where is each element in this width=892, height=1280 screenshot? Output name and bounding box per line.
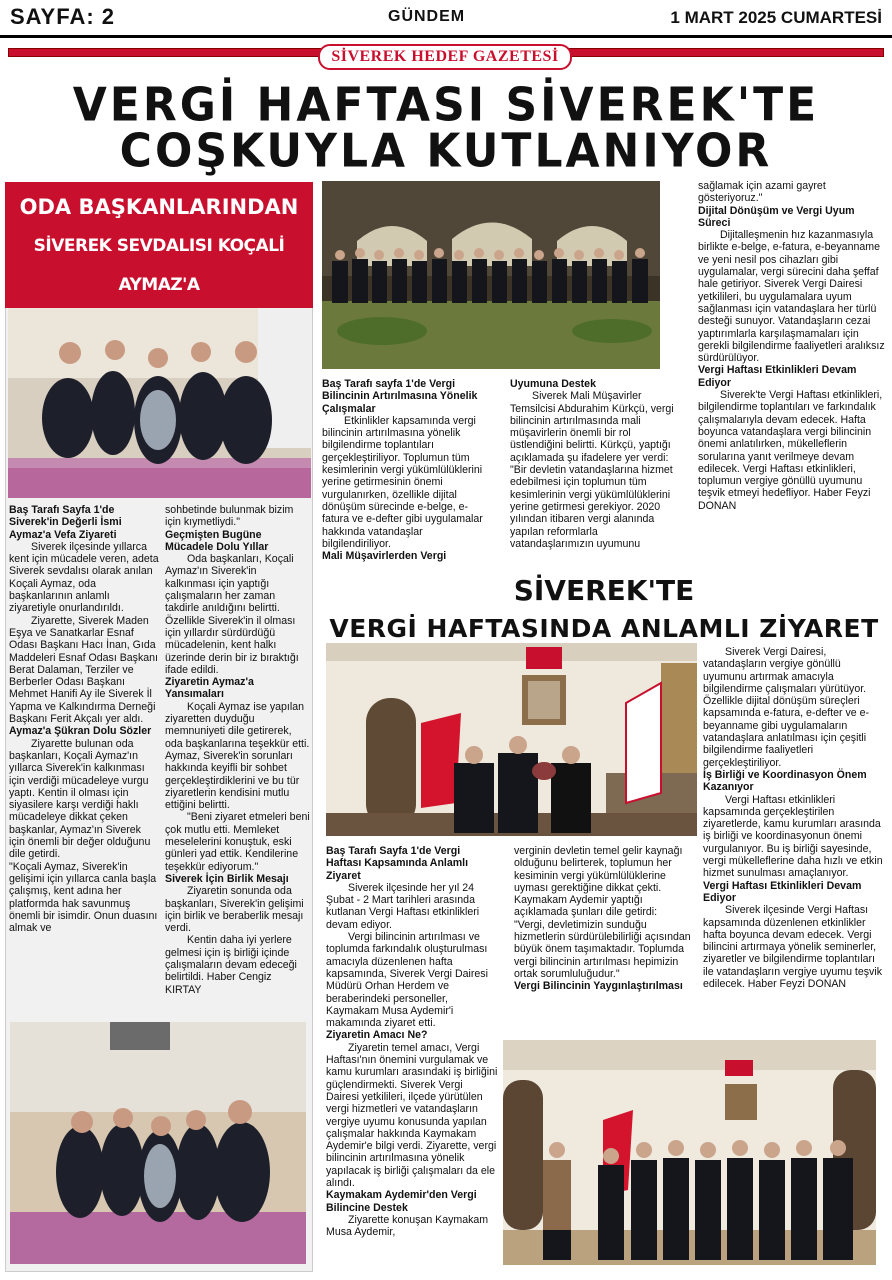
subheading: Geçmişten Bugüne Mücadele Dolu Yıllar (165, 528, 269, 553)
bottom-article-column-1 (326, 845, 498, 1265)
subheading: Mali Müşavirlerden Vergi (322, 550, 447, 563)
photo-group-outdoor (322, 181, 660, 369)
paragraph: sohbetinde bulunmak bizim için kıymetliydi." (165, 504, 294, 529)
subheading: İş Birliği ve Koordinasyon Önem Kazanıyor (703, 768, 867, 794)
paragraph: Vergi bilincinin artırılması ve toplumda farkındalık oluşturulması amacıyla düzenlenen hafta kapsamında, Siverek Vergi Dairesi Müdürü Orhan Herdem ve beraberindeki personeller, Kaymakam Musa Aydemir'i makamında ziyaret etti. (326, 931, 488, 1030)
bottom-article-column-right (703, 646, 886, 1038)
main-headline-line2: COŞKUYLA KUTLANIYOR (119, 124, 773, 179)
paragraph: "Koçali Aymaz, Siverek'in gelişimi için yıllarca canla başla çalışmış, kent adına her platformda hak savunmuş önemli bir isimdir. Onun duasını almak ve (9, 860, 158, 935)
subheading: Dijital Dönüşüm ve Vergi Uyum Süreci (698, 204, 855, 229)
paragraph: "Bir devletin vatandaşlarına hizmet edebilmesi için toplumun tüm kesimlerinin vergi yükümlülüklerini yerine getirmesi gerekiyor. 2020 yılından itibaren vergi alanında yapılan reformlarla vatandaşlarımızın uyumunu (510, 464, 673, 550)
sidebar-title-line: SİVEREK SEVDALISI KOÇALİ AYMAZ'A (33, 236, 285, 295)
paragraph: Ziyaretin sonunda oda başkanları, Siverek'in gelişimi için birlik ve beraberlik mesajı verdi. (165, 885, 304, 935)
paragraph: Ziyaretin temel amacı, Vergi Haftası'nın önemini vurgulamak ve kamu kurumları arasındaki iş birliğini güçlendirmekti. Siverek Vergi Dairesi yetkilileri, ilçede yürütülen vergi hizmetleri ve vatandaşların vergiye uyumu konusunda yapılan çalışmalar hakkında Kaymakam Aydemir'e bilgi verdi. Ziyarette, vergi bilincinin artırılmasına yönelik yapılacak iş birliği çalışmaları da ele alındı. (326, 1041, 498, 1190)
paragraph: Siverek'te Vergi Haftası etkinlikleri, bilgilendirme toplantıları ve farkındalık çalışmalarıyla devam edecek. Hafta boyunca vatandaşlara vergi bilincinin önemi anlatılırken, mükelleflerin sorularına yanıt verilmeye devam edilecek. Vergi Haftası etkinlikleri, toplumun vergiye gönüllü uyumunu teşvik etmeyi hedefliyor. Haber Feyzi DONAN (698, 389, 883, 512)
subheading: Baş Tarafı Sayfa 1'de Vergi Haftası Kapsamında Anlamlı Ziyaret (326, 845, 469, 882)
issue-date: 1 MART 2025 CUMARTESİ (670, 8, 882, 27)
top-article-column-3 (698, 180, 886, 554)
paragraph: Koçali Aymaz ise yapılan ziyaretten duyduğu memnuniyeti dile getirerek, oda başkanlarına teşekkür etti. Aymaz, Siverek'in sorunları hakkında keyifli bir sohbet gerçekleştirdiklerini ve bu tür ziyaretlerin kendisini mutlu ettiğini belirtti. (165, 700, 310, 812)
paragraph: Siverek Mali Müşavirler Temsilcisi Abdurahim Kürkçü, vergi bilincinin artırılmasında mali müşavirlerin önemli bir rol üstlendiğini belirtti. Kürkçü, yaptığı açıklamada şu ifadelere yer verdi: (510, 390, 674, 464)
page-number: SAYFA: 2 (10, 4, 116, 29)
subheading: Uyumuna Destek (510, 378, 596, 390)
section-name: GÜNDEM (388, 8, 466, 25)
paragraph: Siverek ilçesinde Vergi Haftası kapsamında düzenlenen etkinlikler hafta boyunca devam edecek. Vergi bilincini artırmaya yönelik seminerler, ziyaretler ve bilgilendirme toplantıları ile vatandaşların vergiye uyumu teşvik edilecek. Haber Feyzi DONAN (703, 904, 883, 991)
sidebar-title-box (5, 182, 313, 308)
main-headline-line1: VERGİ HAFTASI SİVEREK'TE (72, 78, 820, 133)
paragraph: sağlamak için azami gayret gösteriyoruz." (698, 180, 826, 205)
paragraph: Oda başkanları, Koçali Aymaz'ın Siverek'in kalkınması için yaptığı çalışmaların her zaman takdirle anıldığını belirtti. Özellikle Siverek'in il olması için yıllardır sürdürdüğü mücadelenin, kent halkı üzerinde derin bir iz bıraktığı ifade edildi. (165, 553, 299, 676)
subheading: Ziyaretin Amacı Ne? (326, 1029, 428, 1042)
bottom-article-column-2 (514, 845, 694, 1035)
paragraph: "Vergi, devletimizin sunduğu hizmetlerin sürdürülebilirliği açısından büyük önem taşımaktadır. Toplumda vergi bilincinin artırılması hepimizin ortak sorumluluğudur." (514, 918, 691, 980)
paragraph: Ziyarette konuşan Kaymakam Musa Aydemir, (326, 1213, 489, 1239)
paragraph: Siverek ilçesinde yıllarca kent için mücadele veren, adeta Siverek sevdalısı olarak anılan Koçali Aymaz, oda başkanlarının anlamlı ziyaretiyle onurlandırıldı. (9, 540, 159, 615)
sub-headline-line1: SİVEREK'TE (513, 574, 695, 607)
paragraph: Ziyarette bulunan oda başkanları, Koçali Aymaz'ın yıllarca Siverek'in kalkınması için verdiği mücadeleye vurgu yaptı. Kentin il olması için siyasilere karşı verdiği haklı mücadeleye dikkat çeken başkanlar, Aymaz'ın Siverek için önemli bir değer olduğunu dile getirdi. (9, 737, 151, 861)
subheading: Ziyaretin Aymaz'a Yansımaları (165, 676, 254, 701)
sidebar-title-line: ODA BAŞKANLARINDAN (19, 195, 299, 219)
paragraph: verginin devletin temel gelir kaynağı olduğunu belirterek, toplumun her kesiminin vergi yükümlülüklerine uyması gerektiğine dikkat çekti. Kaymakam Aydemir yaptığı açıklamada şunları dile getirdi: (514, 845, 683, 919)
subheading: Vergi Bilincinin Yaygınlaştırılması (514, 980, 683, 993)
subheading: Baş Tarafı sayfa 1'de Vergi Bilincinin Artırılmasına Yönelik Çalışmalar (322, 378, 478, 415)
photo-sidebar-top (8, 308, 311, 498)
paragraph: Kentin daha iyi yerlere gelmesi için iş birliği içinde çalışmaların devam edeceği belirtildi. Haber Cengiz KIRTAY (165, 934, 297, 996)
subheading: Vergi Haftası Etkinlikleri Devam Ediyor (698, 364, 857, 389)
photo-governor-office (503, 1040, 876, 1265)
paragraph: "Beni ziyaret etmeleri beni çok mutlu etti. Memleket meselelerini konuştuk, eski günleri yad ettik. Kendilerine teşekkür ediyorum." (165, 811, 310, 873)
paragraph: Vergi Haftası etkinlikleri kapsamında gerçekleştirilen ziyaretlerde, kamu kurumları arasında iş birliği ve koordinasyonun önemi vurgulanıyor. Bu iş birliği sayesinde, vergi mükelleflerine daha hızlı ve etkin hizmet sunulması amaçlanıyor. (703, 793, 883, 880)
paragraph: Dijitalleşmenin hız kazanmasıyla birlikte e-belge, e-fatura, e-beyanname ve yeni nesil pos cihazları gibi uygulamalar, vergi sürecini daha şeffaf hale getiriyor. Siverek Vergi Dairesi yetkilileri, bu uygulamalara uyum sağlanması için vatandaşlara her türlü desteği sunuyor. Vatandaşların cezai yaptırımlarla karşılaşmamaları için gerekli bilgilendirme faaliyetleri aralıksız sürdürülüyor. (698, 229, 885, 365)
subheading: Siverek İçin Birlik Mesajı (165, 872, 289, 885)
paragraph: Siverek Vergi Dairesi, vatandaşların vergiye gönüllü uyumunu artırmak amacıyla bilgilendirme çalışmaları yürütüyor. Özellikle dijital dönüşüm süreçleri kapsamında e-fatura, e-defter ve e-beyanname gibi uygulamaların vatandaşlara anlatılması için çeşitli bilgilendirme faaliyetleri gerçekleştiriliyor. (703, 646, 870, 769)
paragraph: Siverek ilçesinde her yıl 24 Şubat - 2 Mart tarihleri arasında kutlanan Vergi Haftası etkinlikleri devam ediyor. (326, 881, 480, 931)
paragraph: Etkinlikler kapsamında vergi bilincinin artırılmasına yönelik bilgilendirme toplantıları gerçekleştiriliyor. Toplumun tüm kesimlerinin vergi yükümlülüklerini yerine getirmesinin önemi vurgulanırken, özellikle dijital dönüşüm sürecinde e-belge, e-fatura ve e-defter gibi uygulamalar hakkında vatandaşlar bilgilendiriliyor. (322, 414, 483, 550)
sidebar-text-column-2 (165, 504, 310, 1016)
paragraph: Baş Tarafı Sayfa 1'de Siverek'in Değerli İsmi Aymaz'a Vefa Ziyareti (9, 504, 122, 541)
photo-sidebar-bottom (10, 1022, 306, 1264)
photo-office-visit (326, 643, 697, 836)
paragraph: Ziyarette, Siverek Maden Eşya ve Sanatkarlar Esnaf Odası Başkanı Hacı İnan, Gıda Maddeleri Esnaf Odası Başkanı Berat Dalaman, Terziler ve Berberler Odası Başkanı Mehmet Hanifi Ay ile Siverek İl Yapma ve Kalkındırma Derneği Başkanı Ferit Akçalı yer aldı. (9, 614, 158, 726)
header-rule (0, 35, 892, 38)
sub-headline-line2: VERGİ HAFTASINDA ANLAMLI ZİYARET (329, 614, 879, 643)
top-article-column-2 (510, 378, 680, 558)
top-article-column-1 (322, 378, 494, 570)
subheading: Kaymakam Aydemir'den Vergi Bilincine Destek (326, 1189, 477, 1214)
subheading: Vergi Haftası Etkinlikleri Devam Ediyor (703, 879, 862, 904)
newspaper-name: SİVEREK HEDEF GAZETESİ (318, 44, 572, 70)
sidebar-text-column-1 (9, 504, 159, 1016)
subheading: Aymaz'a Şükran Dolu Sözler (9, 725, 152, 738)
